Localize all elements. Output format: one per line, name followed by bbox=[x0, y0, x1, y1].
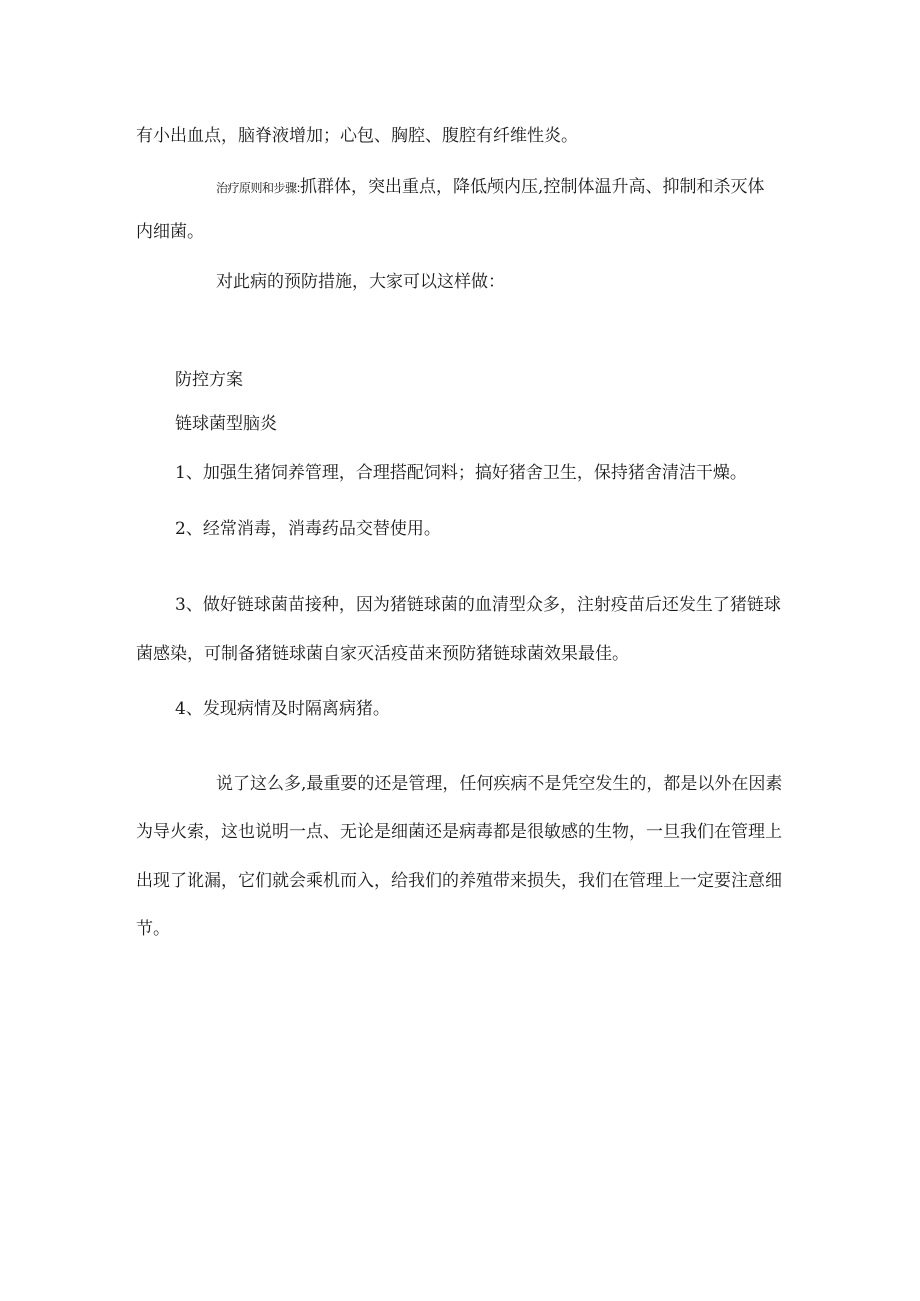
treatment-text-line-1: 抓群体，突出重点，降低颅内压,控制体温升高、抑制和杀灭体 bbox=[300, 177, 765, 197]
prevention-intro: 对此病的预防措施，大家可以这样做： bbox=[216, 272, 505, 292]
treatment-label: 治疗原则和步骤: bbox=[216, 181, 301, 195]
plan-title: 防控方案 bbox=[175, 370, 243, 390]
plan-item-3-line-1: 3、做好链球菌苗接种，因为猪链球菌的血清型众多，注射疫苗后还发生了猪链球 bbox=[175, 595, 781, 615]
plan-subtitle: 链球菌型脑炎 bbox=[175, 414, 277, 434]
conclusion-line-3: 出现了讹漏，它们就会乘机而入，给我们的养殖带来损失，我们在管理上一定要注意细 bbox=[136, 871, 782, 891]
plan-item-4: 4、发现病情及时隔离病猪。 bbox=[175, 699, 390, 719]
plan-item-1: 1、加强生猪饲养管理，合理搭配饲料；搞好猪舍卫生，保持猪舍清洁干燥。 bbox=[175, 463, 747, 483]
treatment-text-line-2: 内细菌。 bbox=[136, 222, 204, 242]
treatment-paragraph bbox=[216, 175, 764, 200]
conclusion-line-4: 节。 bbox=[136, 919, 170, 939]
plan-item-2: 2、经常消毒，消毒药品交替使用。 bbox=[175, 519, 441, 539]
intro-line-1: 有小出血点，脑脊液增加；心包、胸腔、腹腔有纤维性炎。 bbox=[136, 126, 578, 146]
plan-item-3-line-2: 菌感染，可制备猪链球菌自家灭活疫苗来预防猪链球菌效果最佳。 bbox=[136, 644, 629, 664]
conclusion-line-2: 为导火索，这也说明一点、无论是细菌还是病毒都是很敏感的生物，一旦我们在管理上 bbox=[136, 822, 782, 842]
conclusion-line-1: 说了这么多,最重要的还是管理，任何疾病不是凭空发生的，都是以外在因素 bbox=[216, 774, 783, 794]
